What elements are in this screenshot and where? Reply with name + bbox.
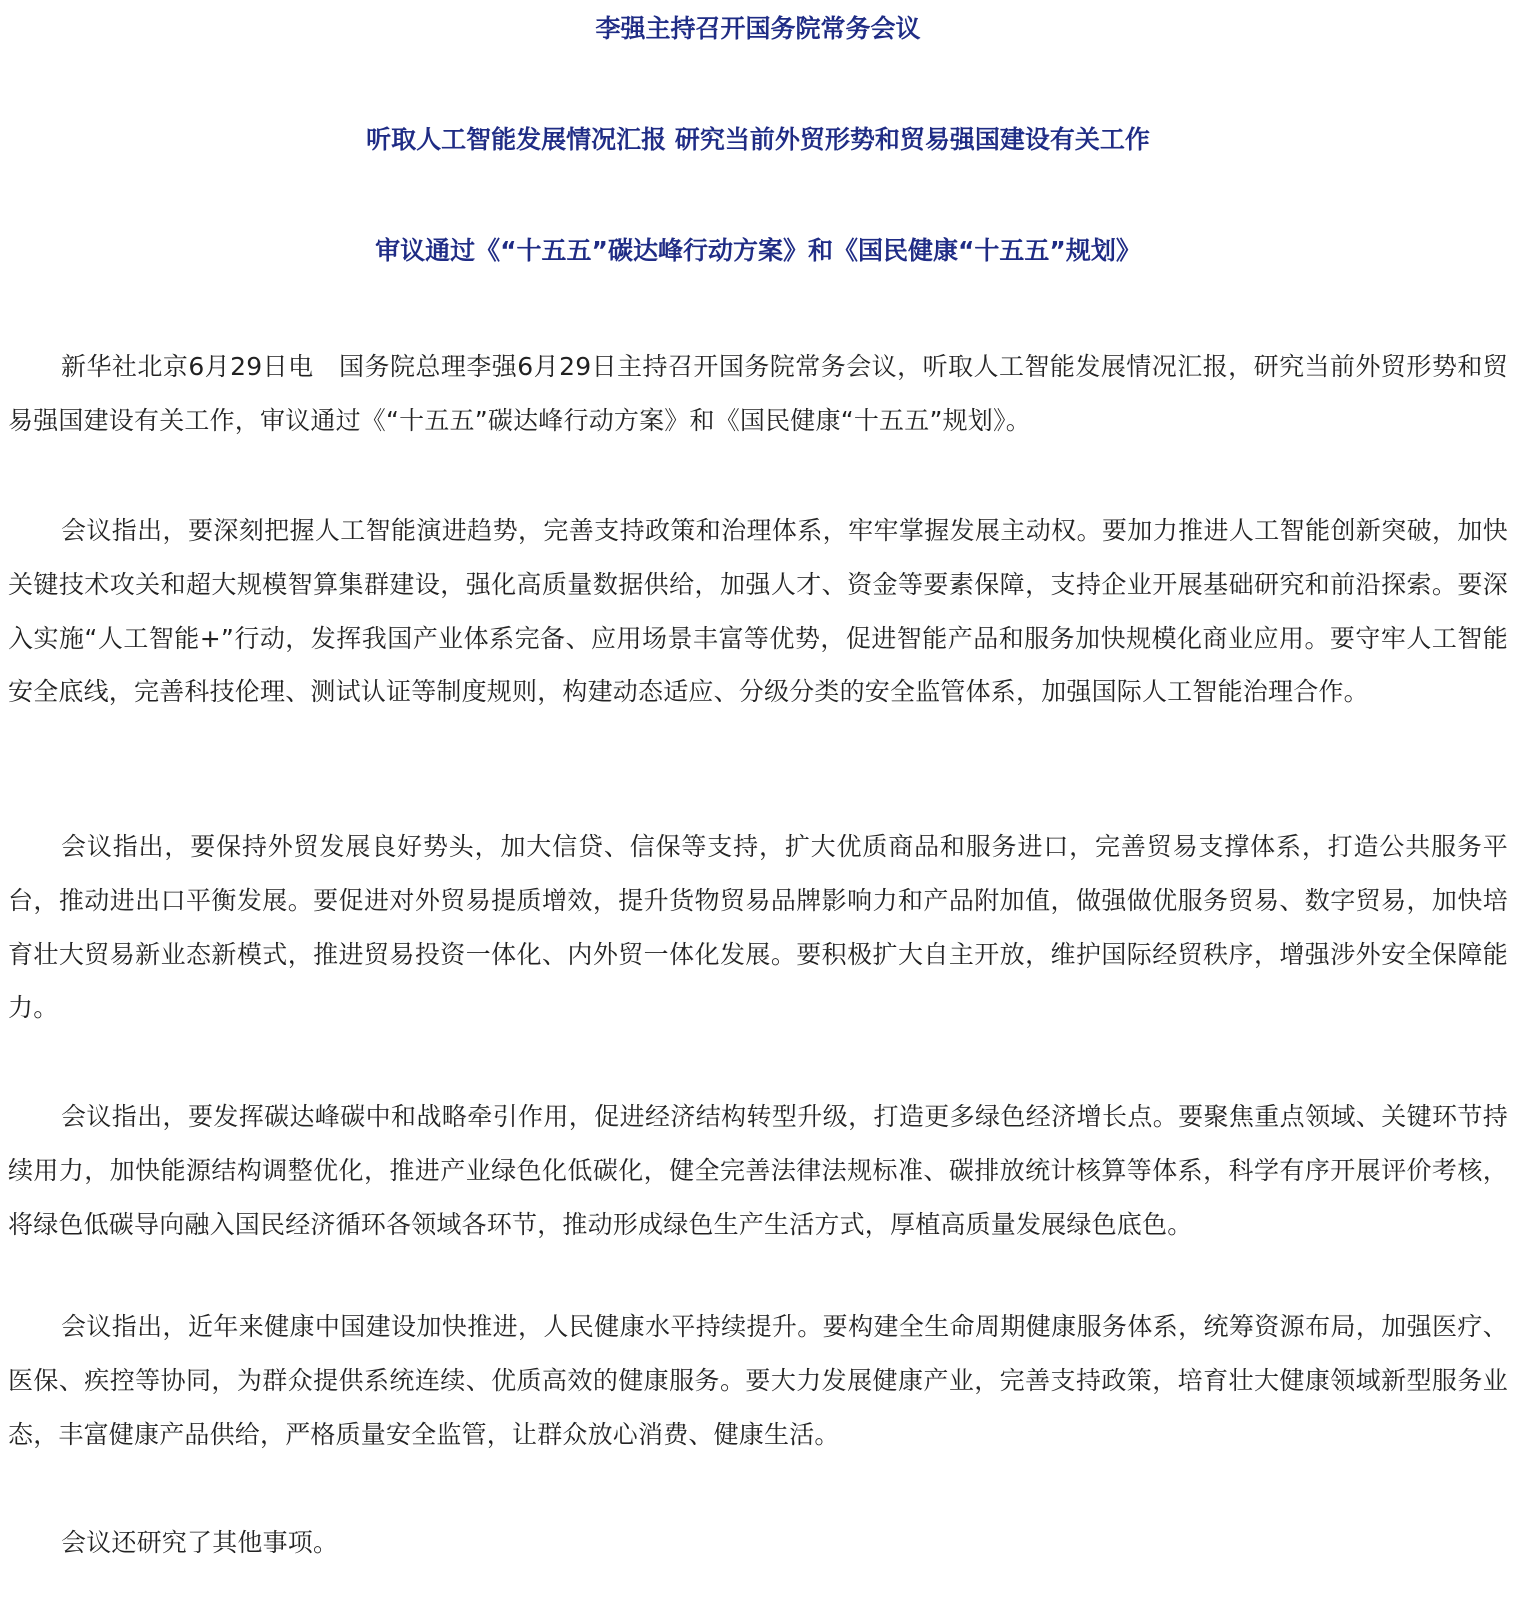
article-paragraph-ai: 会议指出，要深刻把握人工智能演进趋势，完善支持政策和治理体系，牢牢掌握发展主动权。要加力推进人工智能创新突破，加快关键技术攻关和超大规模智算集群建设，强化高质量数据供给，加强人才、资金等要素保障，支持企业开展基础研究和前沿探索。要深入实施“人工智能+”行动，发挥我国产业体系完备、应用场景丰富等优势，促进智能产品和服务加快规模化商业应用。要守牢人工智能安全底线，完善科技伦理、测试认证等制度规则，构建动态适应、分级分类的安全监管体系，加强国际人工智能治理合作。 (8, 516, 1508, 707)
article-paragraph-health: 会议指出，近年来健康中国建设加快推进，人民健康水平持续提升。要构建全生命周期健康服务体系，统筹资源布局，加强医疗、医保、疾控等协同，为群众提供系统连续、优质高效的健康服务。要大力发展健康产业，完善支持政策，培育壮大健康领域新型服务业态，丰富健康产品供给，严格质量安全监管，让群众放心消费、健康生活。 (8, 1312, 1508, 1449)
main-headline: 李强主持召开国务院常务会议 (595, 14, 921, 43)
article-paragraph-dateline: 新华社北京6月29日电 国务院总理李强6月29日主持召开国务院常务会议，听取人工智能发展情况汇报，研究当前外贸形势和贸易强国建设有关工作，审议通过《“十五五”碳达峰行动方案》和《国民健康“十五五”规划》。 (8, 352, 1508, 435)
article-paragraph-carbon: 会议指出，要发挥碳达峰碳中和战略牵引作用，促进经济结构转型升级，打造更多绿色经济增长点。要聚焦重点领域、关键环节持续用力，加快能源结构调整优化，推进产业绿色化低碳化，健全完善法律法规标准、碳排放统计核算等体系，科学有序开展评价考核，将绿色低碳导向融入国民经济循环各领域各环节，推动形成绿色生产生活方式，厚植高质量发展绿色底色。 (8, 1102, 1508, 1239)
subheadline-1: 听取人工智能发展情况汇报 研究当前外贸形势和贸易强国建设有关工作 (366, 125, 1150, 154)
article-paragraph-trade: 会议指出，要保持外贸发展良好势头，加大信贷、信保等支持，扩大优质商品和服务进口，完善贸易支撑体系，打造公共服务平台，推动进出口平衡发展。要促进对外贸易提质增效，提升货物贸易品牌影响力和产品附加值，做强做优服务贸易、数字贸易，加快培育壮大贸易新业态新模式，推进贸易投资一体化、内外贸一体化发展。要积极扩大自主开放，维护国际经贸秩序，增强涉外安全保障能力。 (8, 832, 1508, 1023)
article-paragraph-other: 会议还研究了其他事项。 (61, 1528, 339, 1557)
subheadline-2: 审议通过《“十五五”碳达峰行动方案》和《国民健康“十五五”规划》 (375, 236, 1141, 265)
